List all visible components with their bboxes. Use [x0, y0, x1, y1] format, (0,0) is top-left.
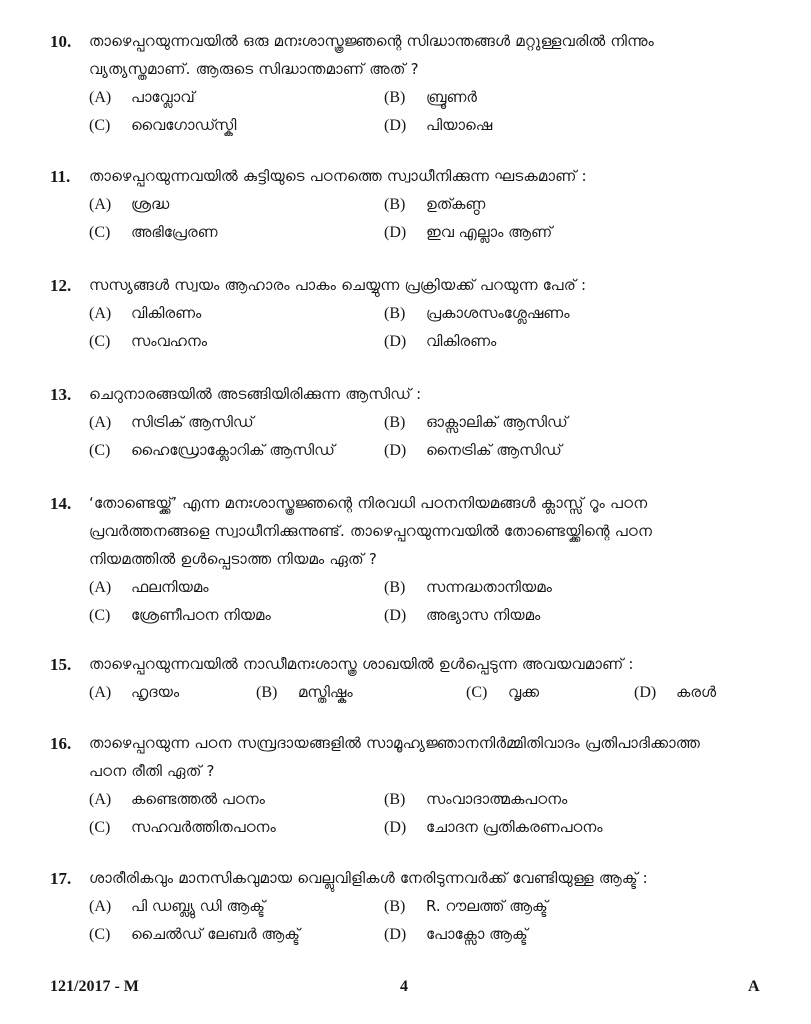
option-a	[89, 195, 169, 214]
question-text-line: പ്രവർത്തനങ്ങളെ സ്വാധീനിക്കുന്നുണ്ട്. താഴെപ്പറയുന്നവയിൽ തോണ്ടെയ്ക്കിന്റെ പഠന	[89, 522, 653, 540]
question-number: 16.	[50, 734, 72, 753]
option-label: (D)	[384, 442, 407, 459]
option-text: വൃക്ക	[508, 683, 540, 701]
option-text: ഹൈഡ്രോക്ലോറിക് ആസിഡ്	[131, 441, 335, 459]
option-label: (B)	[256, 684, 278, 701]
option-text: ശ്രേണീപഠന നിയമം	[131, 606, 271, 624]
option-label: (D)	[384, 224, 407, 241]
option-c	[89, 925, 300, 944]
option-label: (D)	[634, 684, 657, 701]
question-text-line: താഴെപ്പറയുന്നവയിൽ ഒരു മനഃശാസ്ത്രജ്ഞന്റെ സിദ്ധാന്തങ്ങൾ മറ്റുള്ളവരിൽ നിന്നും	[89, 32, 655, 50]
option-text: ശ്രദ്ധ	[131, 195, 170, 213]
option-text: വികിരണം	[131, 304, 202, 322]
option-b	[256, 683, 353, 702]
question-text-line: വ്യത്യസ്തമാണ്. ആരുടെ സിദ്ധാന്തമാണ് അത് ?	[89, 60, 419, 78]
question-number: 12.	[50, 276, 72, 295]
question-number: 17.	[50, 869, 72, 888]
option-text: മസ്തിഷ്കം	[298, 683, 353, 701]
option-d	[384, 332, 496, 351]
option-label: (D)	[384, 117, 407, 134]
option-label: (C)	[466, 684, 488, 701]
option-text: കണ്ടെത്തൽ പഠനം	[131, 790, 265, 808]
question-text-line: താഴെപ്പറയുന്ന പഠന സമ്പ്രദായങ്ങളിൽ സാമൂഹ്യജ്ഞാനനിർമ്മിതിവാദം പ്രതിപാദിക്കാത്ത	[89, 734, 701, 752]
footer-series-letter: A	[748, 978, 760, 995]
option-c	[89, 606, 271, 625]
option-label: (A)	[89, 305, 112, 322]
option-text: ബ്രൂണർ	[426, 88, 477, 106]
option-b	[384, 88, 477, 107]
option-text: ഉത്കണ്ഠ	[426, 195, 486, 213]
option-d	[384, 818, 603, 837]
option-d	[384, 606, 540, 625]
option-text: ഫലനിയമം	[131, 578, 209, 596]
option-text: ഇവ എല്ലാം ആണ്	[426, 223, 553, 241]
option-a	[89, 683, 179, 702]
option-text: അഭിപ്രേരണ	[131, 223, 218, 241]
option-text: കരൾ	[676, 683, 717, 701]
question-text-line: ശാരീരികവും മാനസികവുമായ വെല്ലുവിളികൾ നേരിടുന്നവർക്ക് വേണ്ടിയുള്ള ആക്ട് :	[89, 869, 648, 887]
option-label: (A)	[89, 196, 112, 213]
question-number: 14.	[50, 494, 72, 513]
option-label: (C)	[89, 819, 111, 836]
option-label: (A)	[89, 791, 112, 808]
option-text: നൈട്രിക് ആസിഡ്	[426, 441, 562, 459]
option-text: അഭ്യാസ നിയമം	[426, 606, 541, 624]
question-text-line: നിയമത്തിൽ ഉൾപ്പെടാത്ത നിയമം ഏത് ?	[89, 550, 378, 568]
option-label: (D)	[384, 819, 407, 836]
option-text: സഹവർത്തിതപഠനം	[131, 818, 276, 836]
option-label: (B)	[384, 414, 406, 431]
question-text-line: പഠന രീതി ഏത് ?	[89, 762, 215, 780]
option-c	[89, 116, 236, 135]
option-b	[384, 578, 552, 597]
question-text-line: സസ്യങ്ങൾ സ്വയം ആഹാരം പാകം ചെയ്യുന്ന പ്രക്രിയക്ക് പറയുന്ന പേര് :	[89, 276, 587, 294]
option-label: (B)	[384, 579, 406, 596]
question-text-line: ‘തോണ്ടെയ്ക്ക്’ എന്ന മനഃശാസ്ത്രജ്ഞന്റെ നിരവധി പഠനനിയമങ്ങൾ ക്ലാസ്സ് റൂം പഠന	[89, 494, 648, 512]
option-c	[89, 223, 218, 242]
option-label: (A)	[89, 579, 112, 596]
option-a	[89, 897, 265, 916]
option-text: സംവാദാത്മകപഠനം	[426, 790, 568, 808]
option-label: (C)	[89, 333, 111, 350]
option-d	[634, 683, 716, 702]
option-d	[384, 925, 528, 944]
option-c	[89, 818, 276, 837]
option-label: (B)	[384, 305, 406, 322]
option-d	[384, 223, 552, 242]
option-label: (A)	[89, 898, 112, 915]
option-label: (A)	[89, 414, 112, 431]
option-d	[384, 441, 562, 460]
option-label: (C)	[89, 442, 111, 459]
option-label: (D)	[384, 926, 407, 943]
option-a	[89, 413, 254, 432]
option-b	[384, 304, 569, 323]
option-label: (B)	[384, 89, 406, 106]
question-text-line: താഴെപ്പറയുന്നവയിൽ കുട്ടിയുടെ പഠനത്തെ സ്വാധീനിക്കുന്ന ഘടകമാണ് :	[89, 167, 587, 185]
option-c	[466, 683, 539, 702]
option-a	[89, 578, 209, 597]
footer-page-number: 4	[400, 978, 408, 995]
option-text: പ്രകാശസംശ്ലേഷണം	[426, 304, 570, 322]
option-b	[384, 413, 568, 432]
option-label: (B)	[384, 898, 406, 915]
option-b	[384, 195, 485, 214]
option-text: R. റൗലത്ത് ആക്ട്	[426, 897, 548, 915]
option-label: (B)	[384, 791, 406, 808]
option-text: ചോദന പ്രതികരണപഠനം	[426, 818, 603, 836]
option-a	[89, 88, 195, 107]
option-label: (C)	[89, 224, 111, 241]
option-label: (C)	[89, 117, 111, 134]
footer-exam-code: 121/2017 - M	[50, 978, 139, 995]
option-text: ചൈൽഡ് ലേബർ ആക്ട്	[131, 925, 300, 943]
option-text: പാവ്ലോവ്	[131, 88, 195, 106]
option-b	[384, 897, 548, 916]
question-text-line: ചെറുനാരങ്ങയിൽ അടങ്ങിയിരിക്കുന്ന ആസിഡ് :	[89, 385, 422, 403]
question-number: 15.	[50, 655, 72, 674]
option-text: സന്നദ്ധതാനിയമം	[426, 578, 552, 596]
question-number: 13.	[50, 385, 72, 404]
option-text: സംവഹനം	[131, 332, 208, 350]
option-text: ഓക്സാലിക് ആസിഡ്	[426, 413, 568, 431]
option-text: സിട്രിക് ആസിഡ്	[131, 413, 254, 431]
option-label: (B)	[384, 196, 406, 213]
option-label: (D)	[384, 607, 407, 624]
option-text: ഹൃദയം	[131, 683, 180, 701]
option-b	[384, 790, 567, 809]
option-a	[89, 304, 201, 323]
option-label: (C)	[89, 607, 111, 624]
option-text: വികിരണം	[426, 332, 497, 350]
question-number: 10.	[50, 32, 72, 51]
option-text: പിയാഷെ	[426, 116, 493, 134]
option-d	[384, 116, 492, 135]
option-a	[89, 790, 265, 809]
option-c	[89, 441, 335, 460]
option-c	[89, 332, 207, 351]
option-text: പി ഡബ്ല്യു ഡി ആക്ട്	[131, 897, 265, 915]
option-label: (A)	[89, 89, 112, 106]
question-text-line: താഴെപ്പറയുന്നവയിൽ നാഡീമനഃശാസ്ത്ര ശാഖയിൽ ഉൾപ്പെടുന്ന അവയവമാണ് :	[89, 655, 634, 673]
option-text: വൈഗോഡ്സ്കി	[131, 116, 237, 134]
option-label: (C)	[89, 926, 111, 943]
question-number: 11.	[50, 167, 71, 186]
option-label: (A)	[89, 684, 112, 701]
option-label: (D)	[384, 333, 407, 350]
option-text: പോക്സോ ആക്ട്	[426, 925, 528, 943]
